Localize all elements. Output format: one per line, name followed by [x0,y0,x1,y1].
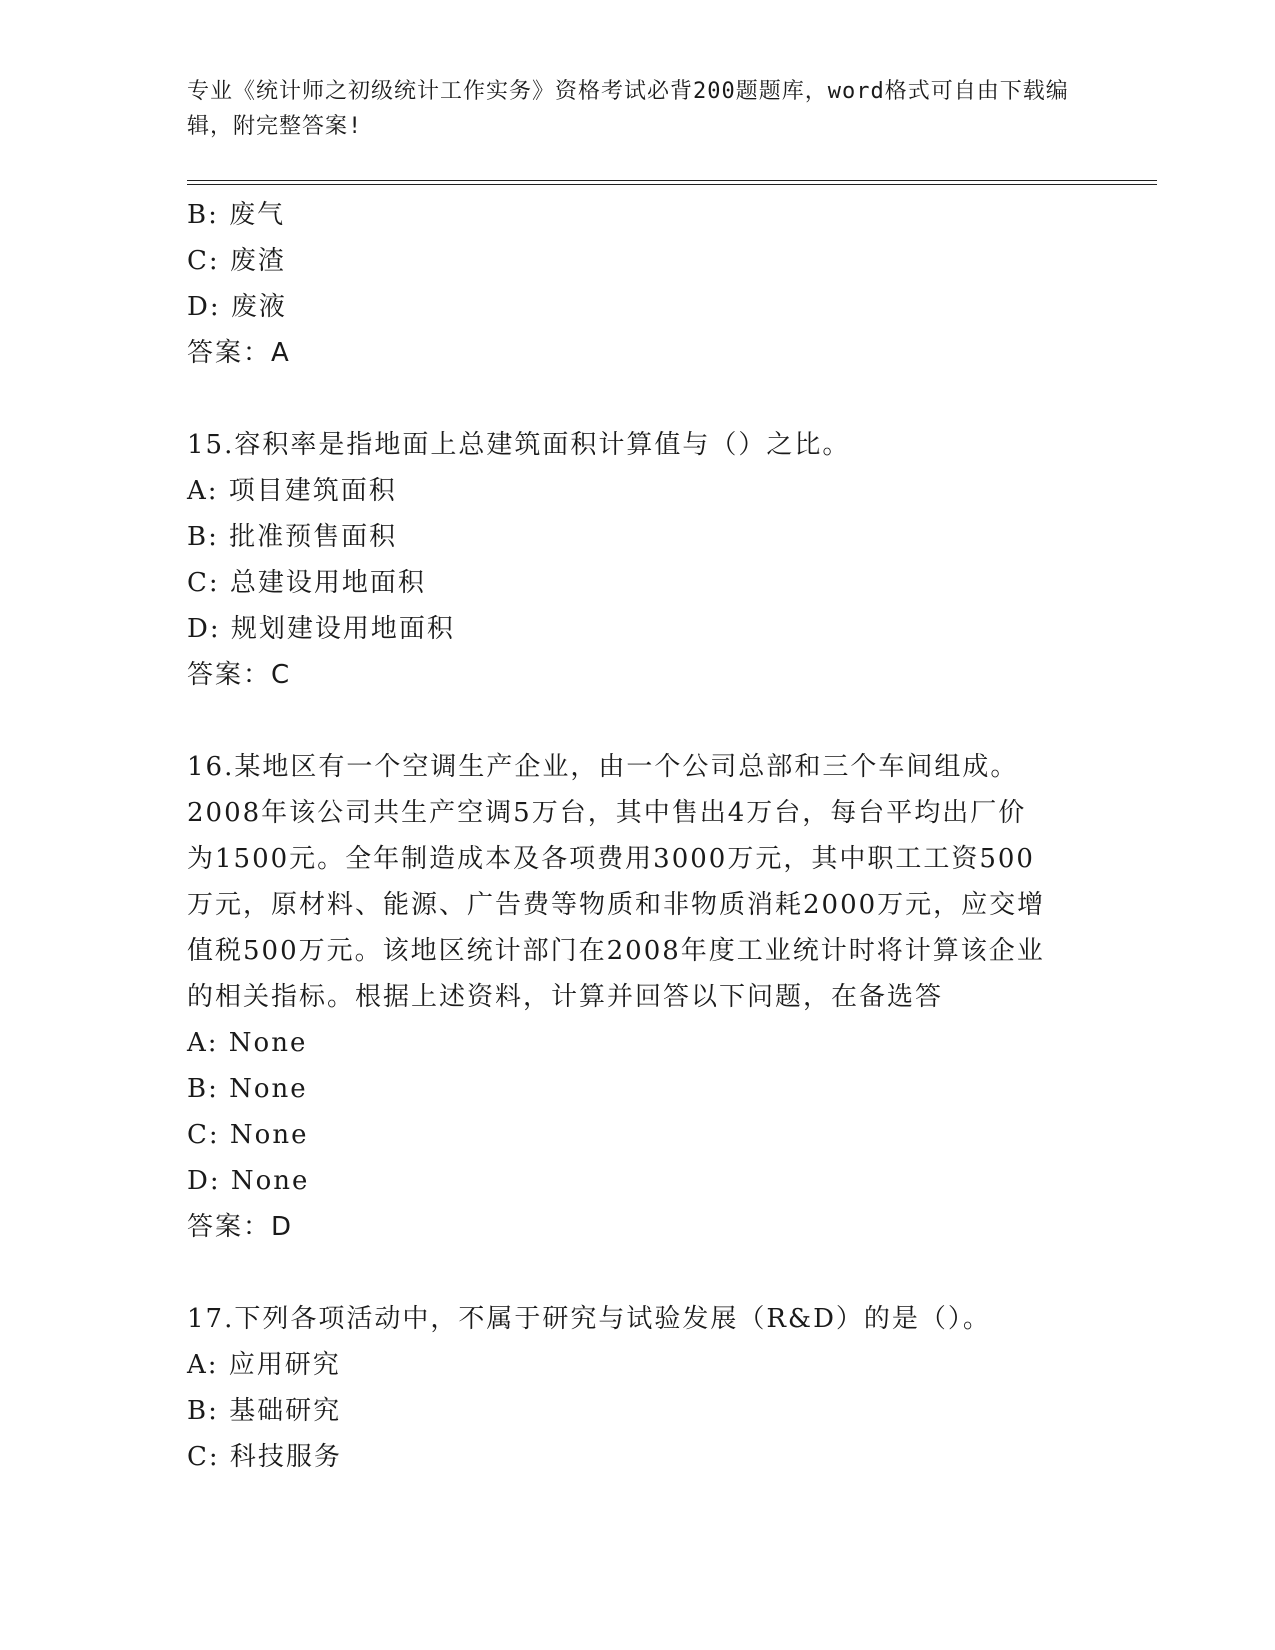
option-d: D: 废液 [187,292,287,322]
option-c: C: 总建设用地面积 [187,568,426,598]
option-d: D: 规划建设用地面积 [187,614,455,644]
question-14-tail [187,192,1087,376]
answer-label: 答案：A [187,338,291,368]
question-15 [187,422,1087,698]
option-a: A: None [187,1028,308,1058]
option-b: B: 废气 [187,200,286,230]
option-b: B: 批准预售面积 [187,522,398,552]
answer-label: 答案：D [187,1212,294,1242]
question-text-line: 2008年该公司共生产空调5万台，其中售出4万台，每台平均出厂价 [187,798,1027,828]
option-c: C: 科技服务 [187,1442,342,1472]
question-17 [187,1296,1087,1480]
question-text-line: 为1500元。全年制造成本及各项费用3000万元，其中职工工资500 [187,844,1035,874]
question-text-line: 值税500万元。该地区统计部门在2008年度工业统计时将计算该企业 [187,936,1045,966]
option-b: B: 基础研究 [187,1396,342,1426]
question-text-line: 16.某地区有一个空调生产企业，由一个公司总部和三个车间组成。 [187,752,1019,782]
spacer [187,376,1087,422]
page-header-title: 专业《统计师之初级统计工作实务》资格考试必背200题题库，word格式可自由下载编辑，附完整答案! [187,79,1069,139]
spacer [187,698,1087,744]
option-b: B: None [187,1074,308,1104]
question-text-line: 万元，原材料、能源、广告费等物质和非物质消耗2000万元，应交增 [187,890,1046,920]
option-c: C: None [187,1120,309,1150]
spacer [187,1250,1087,1296]
question-text: 17.下列各项活动中，不属于研究与试验发展（R&D）的是（）。 [187,1304,991,1334]
question-16 [187,744,1087,1250]
question-content [187,192,1087,1480]
answer-label: 答案：C [187,660,292,690]
question-text: 15.容积率是指地面上总建筑面积计算值与（）之比。 [187,430,851,460]
option-d: D: None [187,1166,310,1196]
option-a: A: 项目建筑面积 [187,476,397,506]
header-divider [187,180,1157,185]
question-text-line: 的相关指标。根据上述资料，计算并回答以下问题，在备选答 [187,982,944,1012]
option-c: C: 废渣 [187,246,286,276]
option-a: A: 应用研究 [187,1350,341,1380]
